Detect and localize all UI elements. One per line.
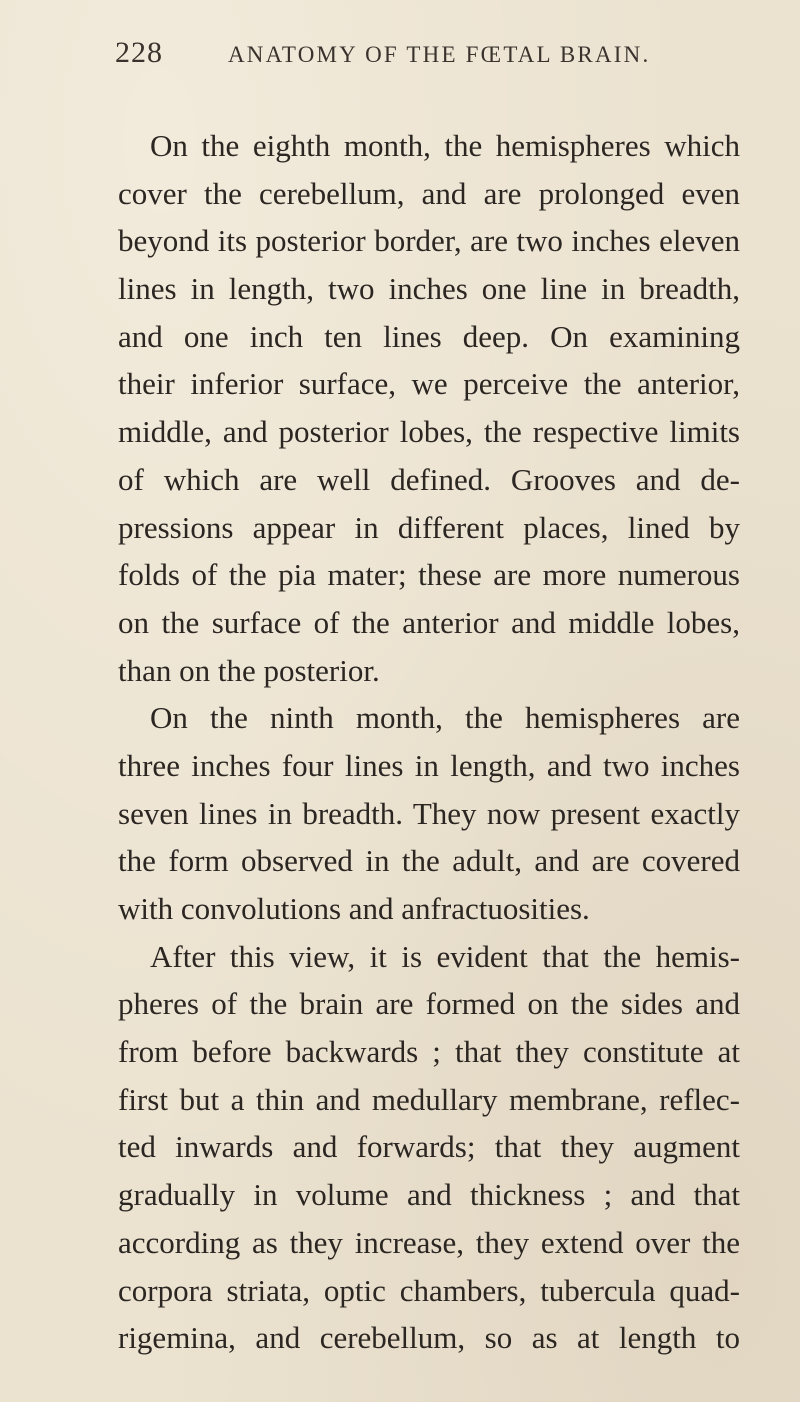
text-line: three inches four lines in length, and two inches: [118, 747, 740, 783]
text-line: lines in length, two inches one line in breadth,: [118, 271, 740, 307]
text-line: beyond its posterior border, are two inches eleven: [118, 223, 740, 259]
text-line: rigemina, and cerebellum, so as at length to: [118, 1320, 740, 1356]
text-line: on the surface of the anterior and middle lobes,: [118, 604, 740, 640]
text-line: first but a thin and medullary membrane, reflec-: [118, 1081, 740, 1117]
text-line: On the ninth month, the hemispheres are: [150, 700, 740, 736]
body-text: [118, 122, 740, 1362]
text-line: cover the cerebellum, and are prolonged even: [118, 175, 740, 211]
text-line: according as they increase, they extend over the: [118, 1224, 740, 1260]
page-number: 228: [115, 36, 163, 69]
text-line: middle, and posterior lobes, the respective limits: [118, 414, 740, 450]
running-head: ANATOMY OF THE FŒTAL BRAIN.: [228, 42, 651, 67]
text-line: After this view, it is evident that the hemis-: [150, 938, 740, 974]
text-line: and one inch ten lines deep. On examining: [118, 318, 740, 354]
text-line: On the eighth month, the hemispheres which: [150, 128, 740, 163]
text-line: of which are well defined. Grooves and de-: [118, 461, 740, 497]
text-line: their inferior surface, we perceive the anterior,: [118, 366, 740, 402]
text-line: seven lines in breadth. They now present exactly: [118, 795, 740, 831]
text-line: pressions appear in different places, lined by: [118, 509, 740, 545]
text-line: gradually in volume and thickness ; and that: [118, 1177, 740, 1213]
text-line: than on the posterior.: [118, 652, 380, 688]
page-header: [0, 36, 800, 76]
text-line: with convolutions and anfractuosities.: [118, 891, 590, 926]
text-line: pheres of the brain are formed on the sides and: [118, 986, 740, 1022]
text-line: corpora striata, optic chambers, tubercula quad-: [118, 1272, 740, 1308]
text-line: the form observed in the adult, and are covered: [118, 843, 740, 879]
text-line: ted inwards and forwards; that they augment: [118, 1129, 740, 1165]
text-line: from before backwards ; that they constitute at: [118, 1034, 740, 1070]
text-line: folds of the pia mater; these are more numerous: [118, 557, 740, 593]
